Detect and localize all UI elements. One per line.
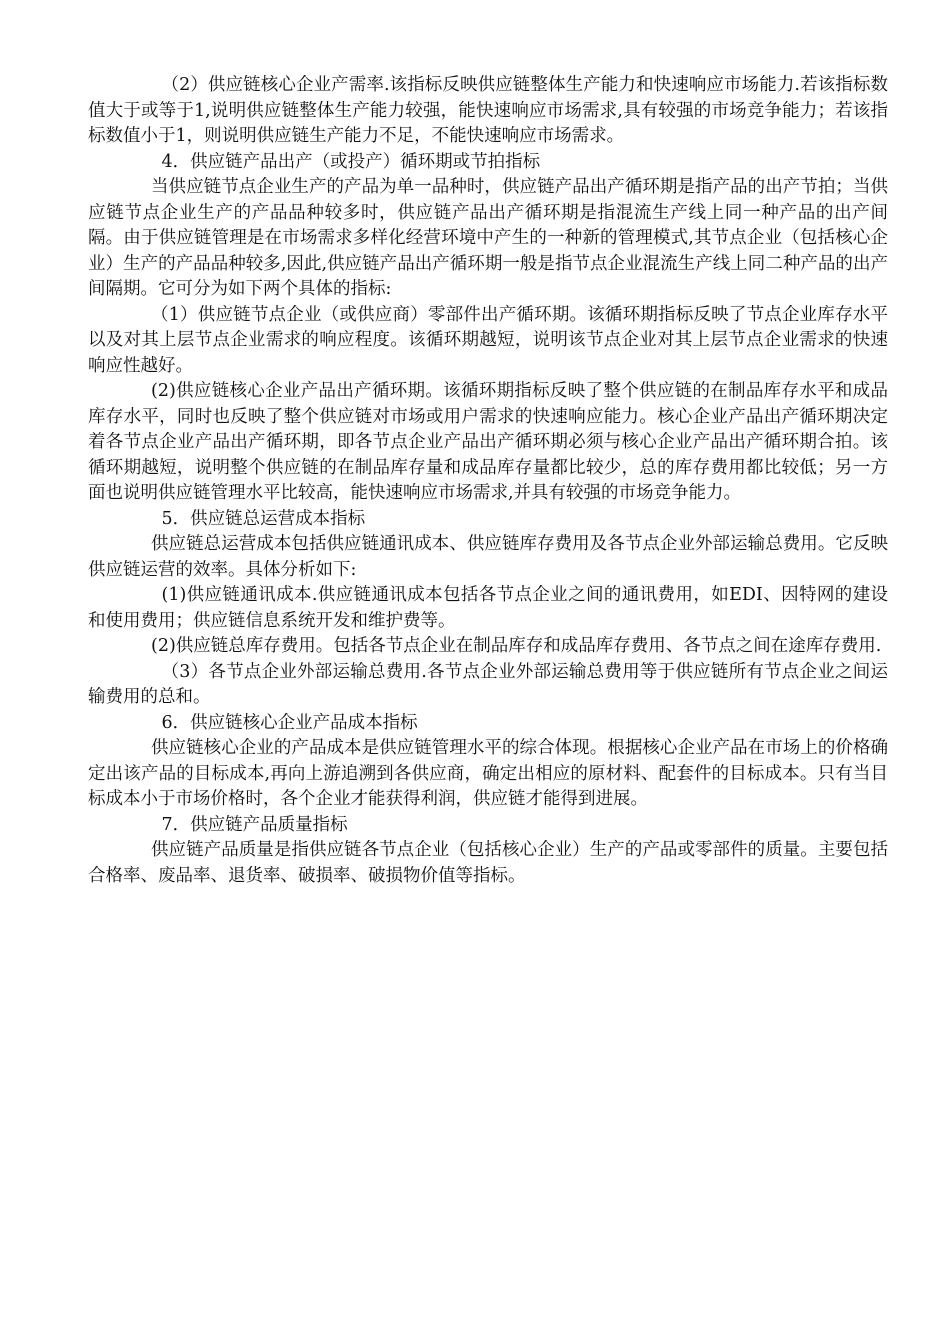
paragraph-node-cycle: （1）供应链节点企业（或供应商）零部件出产循环期。该循环期指标反映了节点企业库存水平以及对其上层节点企业需求的响应程度。该循环期越短，说明该节点企业对其上层节点企业需求的快速响应性越好。 bbox=[88, 304, 888, 376]
paragraph-cycle-definition: 当供应链节点企业生产的产品为单一品种时，供应链产品出产循环期是指产品的出产节拍；当供应链节点企业生产的产品品种较多时，供应链产品出产循环期是指混流生产线上同一种产品的出产间隔。由于供应链管理是在市场需求多样化经营环境中产生的一种新的管理模式,其节点企业（包括核心企业）生产的产品品种较多,因此,供应链产品出产循环期一般是指节点企业混流生产线上同二种产品的出产间隔期。它可分为如下两个具体的指标: bbox=[88, 177, 888, 299]
section-heading-4: 4．供应链产品出产（或投产）循环期或节拍指标 bbox=[161, 151, 541, 172]
paragraph-product-quality: 供应链产品质量是指供应链各节点企业（包括核心企业）生产的产品或零部件的质量。主要包括合格率、废品率、退货率、破损率、破损物价值等指标。 bbox=[88, 840, 888, 886]
paragraph-transport-cost: （3）各节点企业外部运输总费用.各节点企业外部运输总费用等于供应链所有节点企业之间运输费用的总和。 bbox=[88, 661, 888, 707]
paragraph-inventory-cost: (2)供应链总库存费用。包括各节点企业在制品库存和成品库存费用、各节点之间在途库存费用. bbox=[151, 636, 882, 656]
paragraph-product-cost: 供应链核心企业的产品成本是供应链管理水平的综合体现。根据核心企业产品在市场上的价格确定出该产品的目标成本,再向上游追溯到各供应商，确定出相应的原材料、配套件的目标成本。只有当目标成本小于市场价格时，各个企业才能获得利润，供应链才能得到进展。 bbox=[88, 738, 888, 809]
section-heading-6: 6．供应链核心企业产品成本指标 bbox=[161, 712, 418, 733]
paragraph-core-cycle: (2)供应链核心企业产品出产循环期。该循环期指标反映了整个供应链的在制品库存水平和成品库存水平，同时也反映了整个供应链对市场或用户需求的快速响应能力。核心企业产品出产循环期决定着各节点企业产品出产循环期，即各节点企业产品出产循环期必须与核心企业产品出产循环期合拍。该循环期越短，说明整个供应链的在制品库存量和成品库存量都比较少，总的库存费用都比较低；另一方面也说明供应链管理水平比较高，能快速响应市场需求,并具有较强的市场竞争能力。 bbox=[88, 381, 888, 503]
section-heading-7: 7．供应链产品质量指标 bbox=[161, 814, 348, 835]
section-heading-5: 5．供应链总运营成本指标 bbox=[161, 508, 366, 529]
document-body bbox=[88, 73, 888, 889]
paragraph-core-demand-ratio: （2）供应链核心企业产需率.该指标反映供应链整体生产能力和快速响应市场能力.若该指标数值大于或等于1,说明供应链整体生产能力较强，能快速响应市场需求,具有较强的市场竞争能力；若该指标数值小于1，则说明供应链生产能力不足，不能快速响应市场需求。 bbox=[88, 75, 888, 146]
paragraph-total-cost: 供应链总运营成本包括供应链通讯成本、供应链库存费用及各节点企业外部运输总费用。它反映供应链运营的效率。具体分析如下: bbox=[88, 534, 888, 580]
paragraph-communication-cost: (1)供应链通讯成本.供应链通讯成本包括各节点企业之间的通讯费用，如EDI、因特网的建设和使用费用；供应链信息系统开发和维护费等。 bbox=[88, 585, 888, 631]
